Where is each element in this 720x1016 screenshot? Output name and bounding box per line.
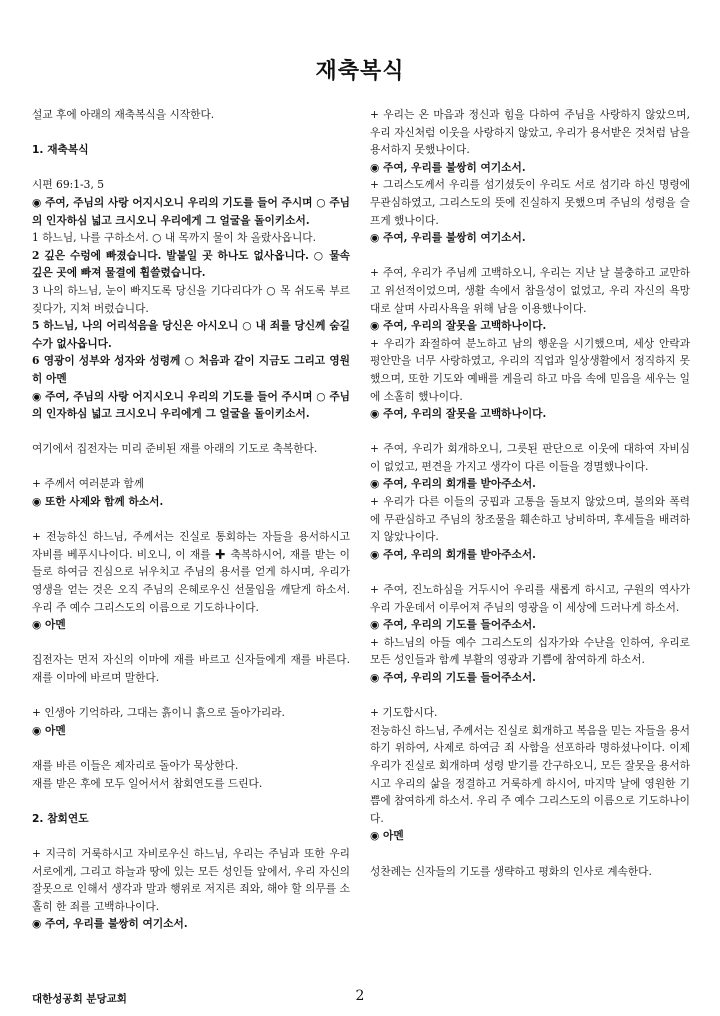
text-line: + 우리는 온 마음과 정신과 힘을 다하여 주님을 사랑하지 않았으며, 우리 자신처럼 이웃을 사랑하지 않았고, 우리가 용서받은 것처럼 남을 용서하지 못했나이다. <box>370 108 690 157</box>
page-title: 재축복식 <box>315 59 405 84</box>
text-line: + 주께서 여러분과 함께 <box>32 477 145 491</box>
paragraph-gap <box>32 458 350 476</box>
response-line: ◉ 주여, 우리의 회개를 받아주소서. <box>370 547 536 561</box>
response-line: ◉ 또한 사제와 함께 하소서. <box>32 495 164 509</box>
response-line: ◉ 주여, 우리의 잘못을 고백하나이다. <box>370 319 547 333</box>
paragraph-gap <box>32 511 350 529</box>
paragraph-gap <box>32 124 350 142</box>
text-line: + 전능하신 하느님, 주께서는 진실로 통회하는 자들을 용서하시고 자비를 베푸시나이다. 비오니, 이 재를 ✚ 축복하시어, 재를 받는 이들로 하여금 진심으로 뉘우치고 주님의 용서를 얻게 하시며, 우리가 영생을 얻는 것은 오직 주님의 은혜로우신 선물임을 깨닫게 하소서. 우리 주 예수 그리스도의 이름으로 기도하나이다. <box>32 530 350 614</box>
text-line: + 그리스도께서 우리를 섬기셨듯이 우리도 서로 섬기라 하신 명령에 무관심하였고, 그리스도의 뜻에 진실하지 못했으며 주님의 성령을 슬프게 했나이다. <box>370 178 690 227</box>
response-line: ◉ 아멘 <box>32 723 66 737</box>
response-line: ◉ 주여, 우리를 불쌍히 여기소서. <box>370 160 526 174</box>
response-line: ◉ 주여, 우리를 불쌍히 여기소서. <box>370 231 526 245</box>
response-line: ◉ 주여, 우리의 기도를 들어주소서. <box>370 618 536 632</box>
response-line: ◉ 아멘 <box>370 829 404 843</box>
text-line: 시편 69:1-3, 5 <box>32 178 105 192</box>
text-line: + 주여, 우리가 주님께 고백하오니, 우리는 지난 날 불충하고 교만하고 위선적이었으며, 생활 속에서 참을성이 없었고, 우리 자신의 욕망대로 살며 사리사욕을 위해 남을 이용했나이다. <box>370 266 690 315</box>
paragraph-gap <box>32 739 350 757</box>
page-number: 2 <box>355 988 365 1004</box>
text-line: 여기에서 집전자는 미리 준비된 재를 아래의 기도로 축복한다. <box>32 442 318 456</box>
response-line: 2 깊은 수렁에 빠졌습니다. 발붙일 곳 하나도 없사옵니다. ○ 물속 깊은 곳에 빠져 물결에 휩쓸렸습니다. <box>32 248 350 280</box>
response-line: ◉ 아멘 <box>32 618 66 632</box>
text-line: 3 나의 하느님, 눈이 빠지도록 당신을 기다리다가 ○ 목 쉬도록 부르짖다가, 지쳐 버렸습니다. <box>32 283 350 315</box>
section-heading: 2. 참회연도 <box>32 811 89 825</box>
response-line: ◉ 주여, 주님의 사랑 어지시오니 우리의 기도를 들어 주시며 ○ 주님의 인자하심 넓고 크시오니 우리에게 그 얼굴을 돌이키소서. <box>32 389 350 421</box>
text-line: + 주여, 우리가 회개하오니, 그릇된 판단으로 이웃에 대하여 자비심이 없었고, 편견을 가지고 생각이 다른 이들을 경멸했나이다. <box>370 442 690 473</box>
paragraph-gap <box>370 423 690 441</box>
footer-organization: 대한성공회 분당교회 <box>32 993 127 1005</box>
paragraph-gap <box>32 827 350 845</box>
text-line: + 우리가 좌절하여 분노하고 남의 행운을 시기했으며, 세상 안락과 평안만을 너무 사랑하였고, 우리의 직업과 일상생활에서 정직하지 못했으며, 또한 기도와 예배를 게을리 하고 마음 속에 믿음을 세우는 일에 소홀히 했나이다. <box>370 336 690 403</box>
paragraph-gap <box>32 792 350 810</box>
text-line: + 지극히 거룩하시고 자비로우신 하느님, 우리는 주님과 또한 우리 서로에게, 그리고 하늘과 땅에 있는 모든 성인들 앞에서, 우리 자신의 잘못으로 인해서 생각과 말과 행위로 저지른 죄와, 해야 할 의무를 소홀히 한 죄를 고백하나이다. <box>32 846 350 913</box>
text-line: 설교 후에 아래의 재축복식을 시작한다. <box>32 108 215 121</box>
response-line: 6 영광이 성부와 성자와 성령께 ○ 처음과 같이 지금도 그리고 영원히 아멘 <box>32 354 350 385</box>
text-line: 전능하신 하느님, 주께서는 진실로 회개하고 복음을 믿는 자들을 용서하기 위하여, 사제로 하여금 죄 사함을 선포하라 명하셨나이다. 이제 우리가 진실로 회개하며 성령 받기를 간구하오니, 모든 잘못을 용서하시고 우리의 삶을 정결하고 거룩하게 하시어, 마지막 날에 영원한 기쁨에 참여하게 하소서. 우리 주 예수 그리스도의 이름으로 기도하나이다. <box>370 723 690 825</box>
paragraph-gap <box>32 687 350 705</box>
response-line: ◉ 주여, 우리의 기도를 들어주소서. <box>370 671 536 684</box>
response-line: ◉ 주여, 우리를 불쌍히 여기소서. <box>32 917 188 931</box>
paragraph-gap <box>370 845 690 863</box>
right-column <box>370 106 690 880</box>
paragraph-gap <box>370 247 690 265</box>
paragraph-gap <box>32 159 350 177</box>
text-line: 집전자는 먼저 자신의 이마에 재를 바르고 신자들에게 재를 바른다. 재를 이마에 바르며 말한다. <box>32 653 350 684</box>
text-line: 성찬례는 신자들의 기도를 생략하고 평화의 인사로 계속한다. <box>370 864 652 878</box>
text-line: + 주여, 진노하심을 거두시어 우리를 새롭게 하시고, 구원의 역사가 우리 가운데서 이루어져 주님의 영광을 이 세상에 드러나게 하소서. <box>370 583 690 614</box>
paragraph-gap <box>32 634 350 652</box>
response-line: 5 하느님, 나의 어리석음을 당신은 아시오니 ○ 내 죄를 당신께 숨길 수가 없사옵니다. <box>32 319 350 350</box>
paragraph-gap <box>32 423 350 441</box>
paragraph-gap <box>370 687 690 705</box>
text-line: + 하느님의 아들 예수 그리스도의 십자가와 수난을 인하여, 우리로 모든 성인들과 함께 부활의 영광과 기쁨에 참여하게 하소서. <box>370 635 690 667</box>
left-column <box>32 106 350 933</box>
text-line: 재를 바른 이들은 제자리로 돌아가 묵상한다. <box>32 758 239 772</box>
text-line: + 기도합시다. <box>370 706 438 720</box>
paragraph-gap <box>370 563 690 581</box>
response-line: ◉ 주여, 우리의 잘못을 고백하나이다. <box>370 407 547 421</box>
response-line: ◉ 주여, 주님의 사랑 어지시오니 우리의 기도를 들어 주시며 ○ 주님의 인자하심 넓고 크시오니 우리에게 그 얼굴을 돌이키소서. <box>32 195 350 227</box>
response-line: ◉ 주여, 우리의 회개를 받아주소서. <box>370 477 536 491</box>
text-line: 1 하느님, 나를 구하소서. ○ 내 목까지 물이 차 올랐사옵니다. <box>32 231 317 245</box>
section-heading: 1. 재축복식 <box>32 143 89 157</box>
text-line: + 인생아 기억하라, 그대는 흙이니 흙으로 돌아가리라. <box>32 706 285 720</box>
text-line: 재를 받은 후에 모두 일어서서 참회연도를 드린다. <box>32 776 263 790</box>
text-line: + 우리가 다른 이들의 궁핍과 고통을 돌보지 않았으며, 불의와 폭력에 무관심하고 주님의 창조물을 훼손하고 낭비하며, 후세들을 배려하지 않았나이다. <box>370 495 690 544</box>
